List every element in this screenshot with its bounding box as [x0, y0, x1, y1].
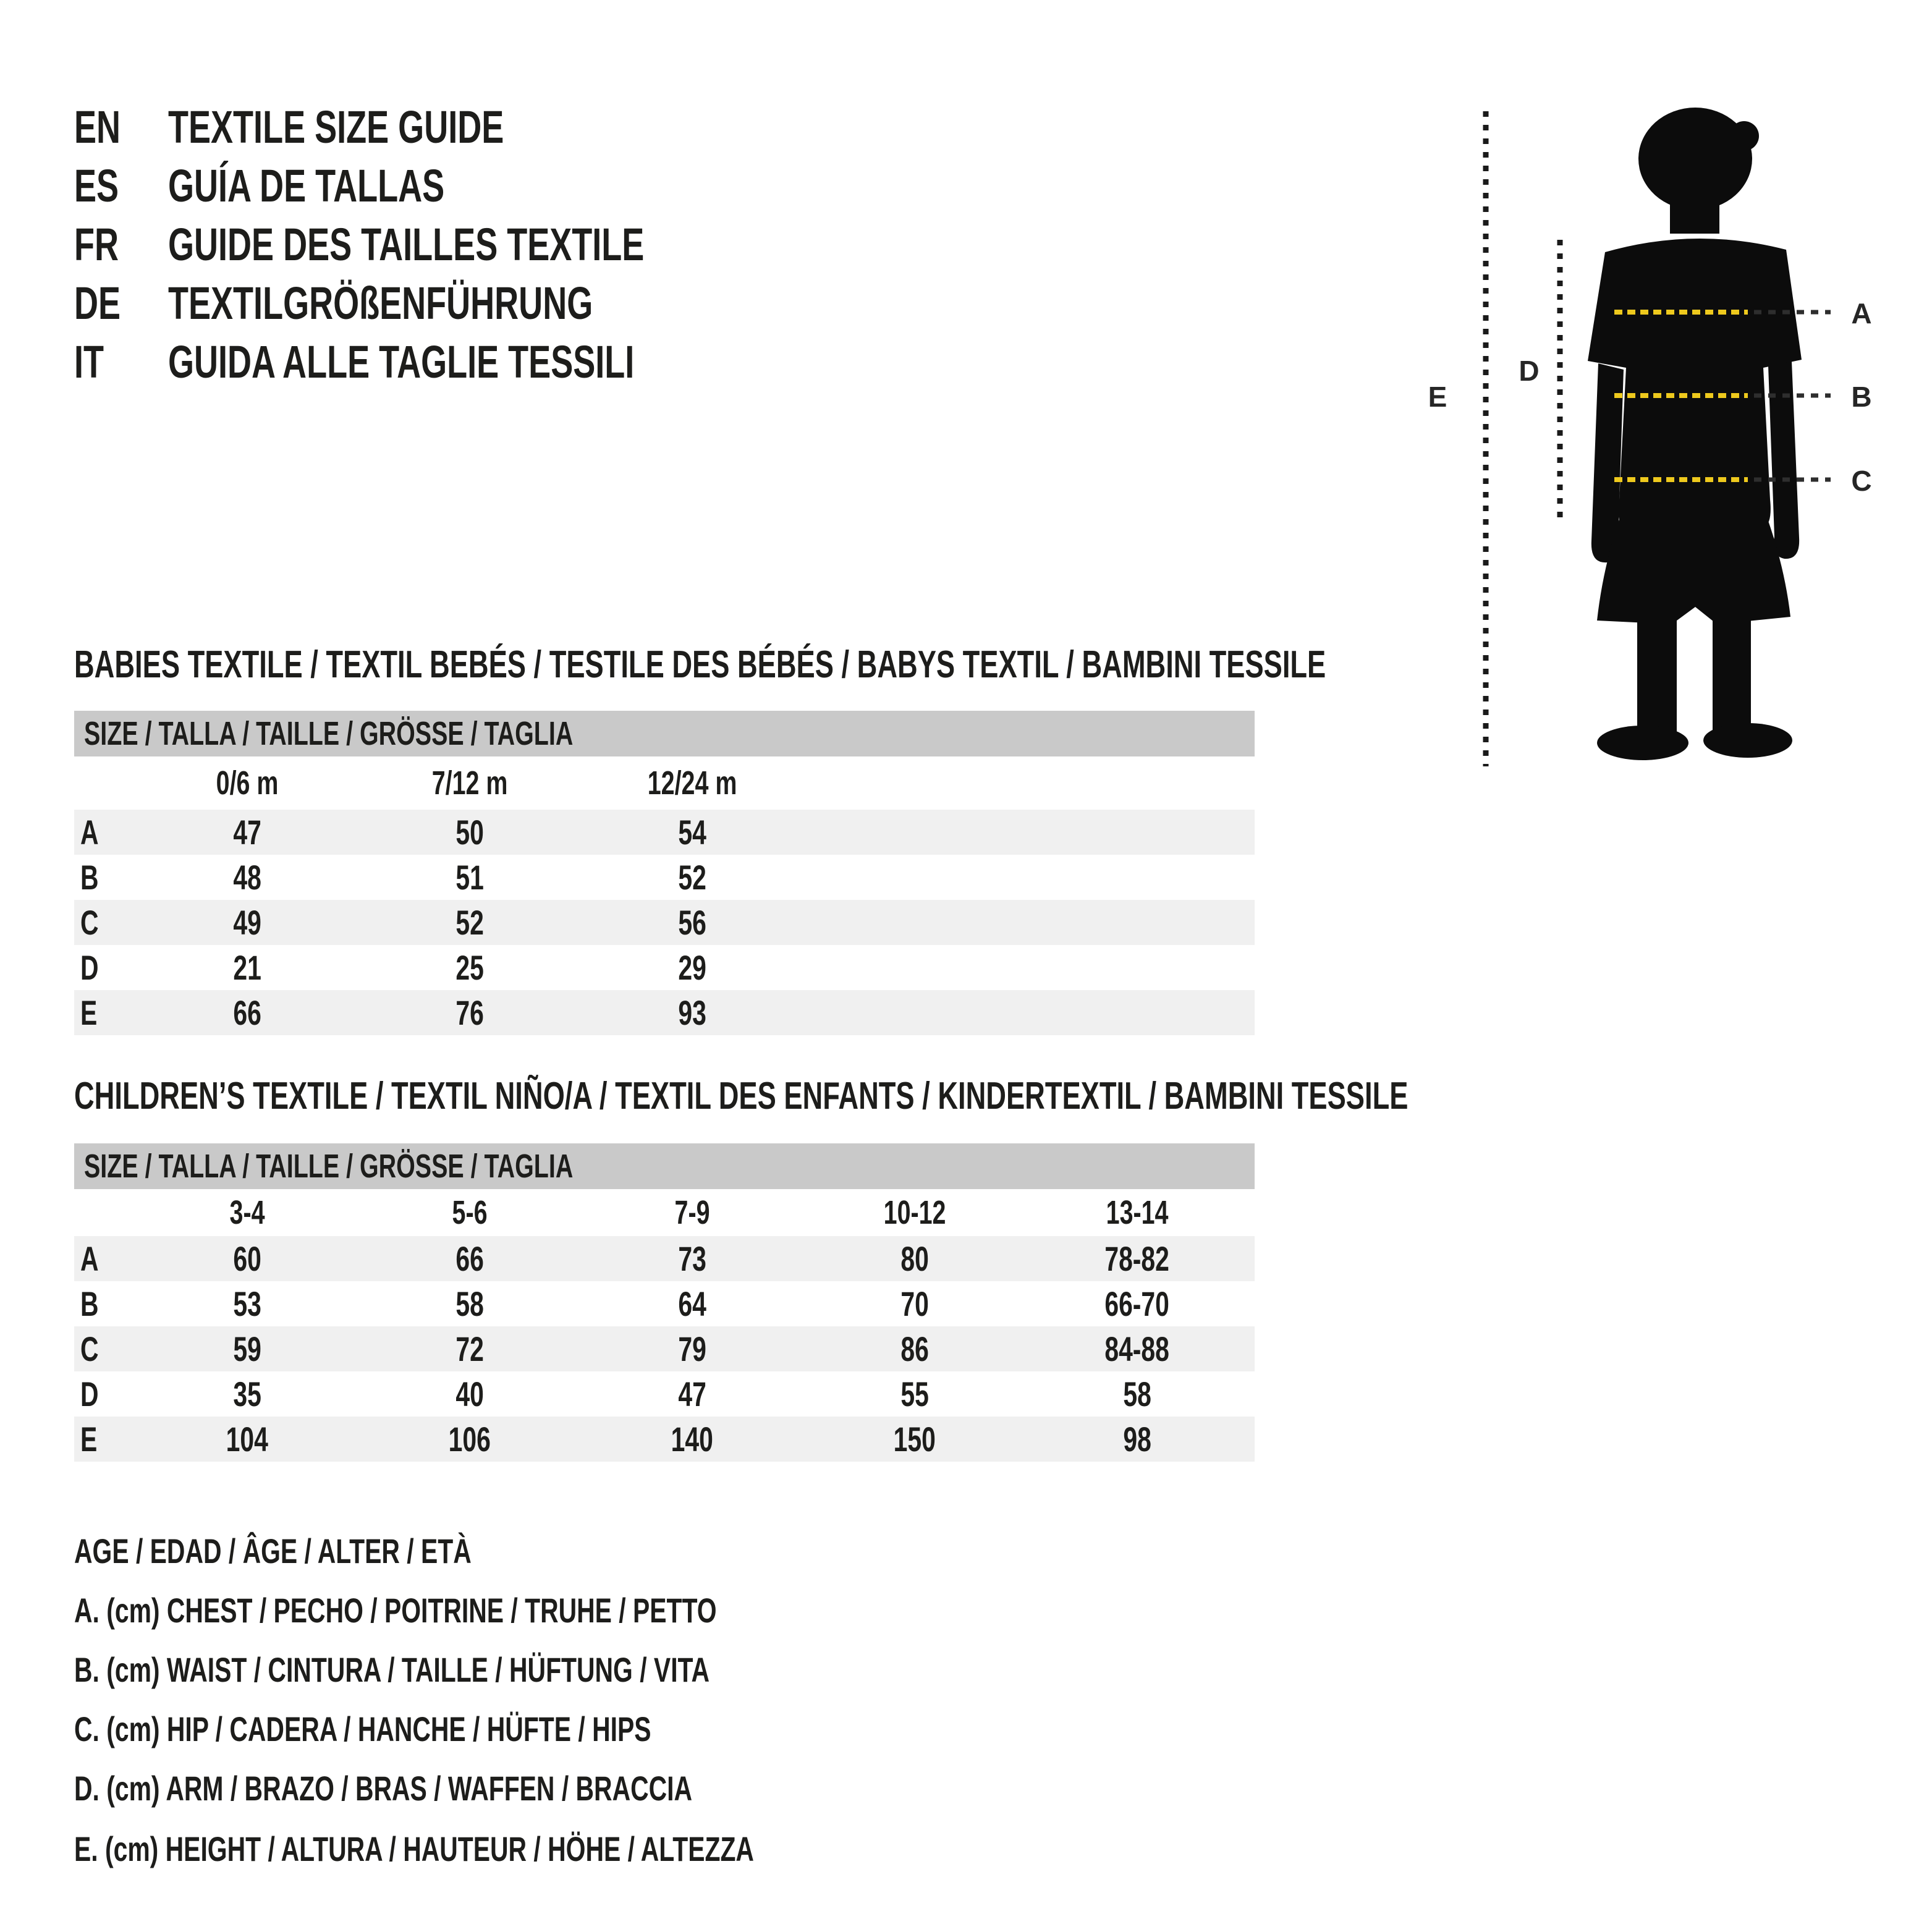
figure-label-e: E	[1428, 381, 1447, 413]
row-label: C	[80, 1329, 99, 1368]
guide-title: GUÍA DE TALLAS	[168, 159, 445, 211]
legend-line-age: AGE / EDAD / ÂGE / ALTER / ETÀ	[74, 1532, 472, 1570]
table-header-bar: SIZE / TALLA / TAILLE / GRÖSSE / TAGLIA	[74, 711, 1255, 756]
row-label: D	[80, 1375, 99, 1413]
table-cell: 35	[233, 1375, 261, 1413]
column-header: 12/24 m	[647, 765, 737, 802]
column-header: 7-9	[674, 1194, 710, 1231]
babies-section-title: BABIES TEXTILE / TEXTIL BEBÉS / TESTILE DES BÉBÉS / BABYS TEXTIL / BAMBINI TESSILE	[74, 643, 1326, 686]
row-label: C	[80, 903, 99, 942]
table-cell: 55	[900, 1375, 929, 1413]
table-row	[74, 945, 1255, 990]
guide-title: GUIDA ALLE TAGLIE TESSILI	[168, 336, 635, 388]
table-cell: 70	[900, 1284, 929, 1323]
table-cell: 79	[678, 1329, 706, 1368]
table-row	[74, 1417, 1255, 1462]
child-silhouette-diagram	[1452, 87, 1932, 791]
language-code: ES	[74, 159, 119, 211]
table-row	[74, 810, 1255, 855]
row-label: B	[80, 1284, 99, 1323]
table-cell: 76	[455, 993, 484, 1032]
row-label: E	[80, 993, 98, 1032]
row-label: A	[80, 1239, 99, 1278]
language-row-en	[74, 101, 628, 153]
table-cell: 58	[1123, 1375, 1151, 1413]
column-header: 0/6 m	[216, 765, 279, 802]
table-cell: 106	[448, 1420, 491, 1459]
figure-label-a: A	[1851, 297, 1872, 329]
table-cell: 73	[678, 1239, 706, 1278]
row-label: D	[80, 948, 99, 987]
table-row	[74, 855, 1255, 900]
table-row	[74, 900, 1255, 945]
table-cell: 140	[671, 1420, 714, 1459]
column-header: 3-4	[229, 1194, 265, 1231]
table-cell: 52	[678, 858, 706, 897]
table-cell: 53	[233, 1284, 261, 1323]
table-cell: 48	[233, 858, 261, 897]
table-header-bar: SIZE / TALLA / TAILLE / GRÖSSE / TAGLIA	[74, 1143, 1255, 1189]
table-cell: 66-70	[1104, 1284, 1170, 1323]
table-cell: 150	[893, 1420, 936, 1459]
guide-title: TEXTILGRÖßENFÜHRUNG	[168, 277, 593, 329]
legend-line-waist: B. (cm) WAIST / CINTURA / TAILLE / HÜFTUNG / VITA	[74, 1650, 710, 1689]
table-row	[74, 1326, 1255, 1371]
table-cell: 51	[455, 858, 484, 897]
language-row-it	[74, 336, 807, 388]
table-cell: 104	[226, 1420, 269, 1459]
table-column-headers	[74, 756, 1255, 810]
babies-size-table	[74, 711, 1255, 1035]
table-cell: 56	[678, 903, 706, 942]
guide-title: GUIDE DES TAILLES TEXTILE	[168, 218, 645, 270]
row-label: E	[80, 1420, 98, 1459]
table-cell: 60	[233, 1239, 261, 1278]
table-cell: 52	[455, 903, 484, 942]
table-column-headers	[74, 1189, 1255, 1236]
row-label: B	[80, 858, 99, 897]
legend-line-height: E. (cm) HEIGHT / ALTURA / HAUTEUR / HÖHE / ALTEZZA	[74, 1829, 754, 1868]
table-cell: 49	[233, 903, 261, 942]
table-cell: 50	[455, 813, 484, 852]
table-cell: 78-82	[1104, 1239, 1170, 1278]
table-row	[74, 1281, 1255, 1326]
table-cell: 29	[678, 948, 706, 987]
table-cell: 66	[233, 993, 261, 1032]
language-row-de	[74, 277, 750, 329]
language-code: FR	[74, 218, 119, 270]
language-code: EN	[74, 101, 121, 153]
figure-label-b: B	[1851, 381, 1872, 413]
children-section-title: CHILDREN’S TEXTILE / TEXTIL NIÑO/A / TEXTIL DES ENFANTS / KINDERTEXTIL / BAMBINI TESSILE	[74, 1075, 1409, 1117]
children-size-table	[74, 1143, 1255, 1462]
column-header: 10-12	[883, 1194, 946, 1231]
legend-line-chest: A. (cm) CHEST / PECHO / POITRINE / TRUHE / PETTO	[74, 1591, 717, 1630]
table-cell: 21	[233, 948, 261, 987]
table-cell: 86	[900, 1329, 929, 1368]
table-row	[74, 1371, 1255, 1417]
legend-line-arm: D. (cm) ARM / BRAZO / BRAS / WAFFEN / BRACCIA	[74, 1769, 693, 1808]
table-cell: 66	[455, 1239, 484, 1278]
figure-label-c: C	[1851, 465, 1872, 497]
legend-line-hip: C. (cm) HIP / CADERA / HANCHE / HÜFTE / HIPS	[74, 1710, 651, 1748]
figure-label-d: D	[1519, 355, 1540, 387]
language-row-fr	[74, 218, 820, 270]
table-cell: 64	[678, 1284, 706, 1323]
language-code: DE	[74, 277, 121, 329]
table-cell: 40	[455, 1375, 484, 1413]
column-header: 5-6	[452, 1194, 488, 1231]
table-cell: 84-88	[1104, 1329, 1170, 1368]
table-cell: 72	[455, 1329, 484, 1368]
table-cell: 98	[1123, 1420, 1151, 1459]
language-code: IT	[74, 336, 104, 388]
table-row	[74, 1236, 1255, 1281]
table-cell: 25	[455, 948, 484, 987]
column-header: 7/12 m	[431, 765, 508, 802]
guide-title: TEXTILE SIZE GUIDE	[168, 101, 504, 153]
table-cell: 47	[678, 1375, 706, 1413]
table-cell: 47	[233, 813, 261, 852]
language-row-es	[74, 159, 547, 211]
table-cell: 59	[233, 1329, 261, 1368]
table-cell: 93	[678, 993, 706, 1032]
table-cell: 58	[455, 1284, 484, 1323]
column-header: 13-14	[1106, 1194, 1169, 1231]
table-cell: 54	[678, 813, 706, 852]
row-label: A	[80, 813, 99, 852]
table-cell: 80	[900, 1239, 929, 1278]
table-row	[74, 990, 1255, 1035]
